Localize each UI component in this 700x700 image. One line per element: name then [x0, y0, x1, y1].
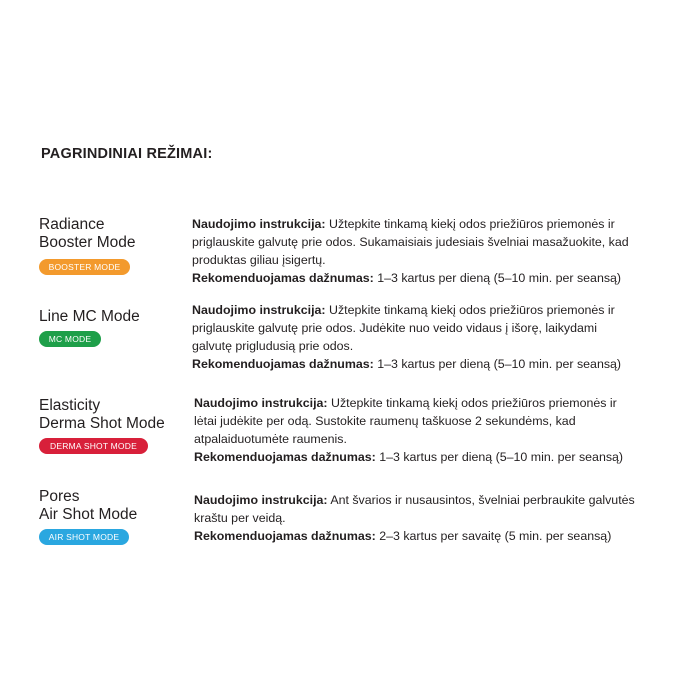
- mode-name-line: Derma Shot Mode: [39, 415, 165, 432]
- mode-name-line: Pores: [39, 488, 80, 505]
- instruction-text: kraštu per veidą.: [194, 511, 286, 525]
- page-heading: PAGRINDINIAI REŽIMAI:: [41, 146, 213, 162]
- instruction-label: Naudojimo instrukcija:: [194, 493, 328, 507]
- mode-badge-air: AIR SHOT MODE: [39, 529, 129, 545]
- mode-description: [192, 301, 621, 373]
- mode-description: [194, 394, 623, 466]
- frequency-line: [192, 269, 629, 287]
- mode-name-line: Elasticity: [39, 397, 101, 414]
- mode-name: [39, 308, 140, 326]
- instruction-text: priglauskite galvutę prie odos. Sukamaisiais judesiais švelniai masažuokite, kad: [192, 235, 629, 249]
- instruction-first-line: [194, 491, 635, 509]
- mode-badge-booster: BOOSTER MODE: [39, 259, 130, 275]
- instruction-text: Ant švarios ir nusausintos, švelniai perbraukite galvutės: [327, 493, 635, 507]
- frequency-text: 1–3 kartus per dieną (5–10 min. per seansą): [373, 357, 622, 371]
- instruction-text: lėtai judėkite per odą. Sustokite raumenų taškuose 2 sekundėms, kad: [194, 414, 576, 428]
- instruction-first-line: [192, 215, 629, 233]
- instruction-label: Naudojimo instrukcija:: [192, 303, 326, 317]
- mode-badge-derma: DERMA SHOT MODE: [39, 438, 148, 454]
- frequency-label: Rekomenduojamas dažnumas:: [194, 529, 376, 543]
- frequency-label: Rekomenduojamas dažnumas:: [194, 450, 376, 464]
- instruction-text: Užtepkite tinkamą kiekį odos priežiūros priemonės ir: [325, 303, 615, 317]
- frequency-line: [194, 527, 635, 545]
- mode-name-line: Air Shot Mode: [39, 506, 138, 523]
- frequency-text: 1–3 kartus per dieną (5–10 min. per seansą): [373, 271, 622, 285]
- frequency-text: 2–3 kartus per savaitę (5 min. per seansą): [375, 529, 612, 543]
- instruction-label: Naudojimo instrukcija:: [192, 217, 326, 231]
- instruction-text: produktas giliau įsigertų.: [192, 253, 326, 267]
- instruction-first-line: [192, 301, 621, 319]
- mode-name: [39, 397, 165, 433]
- mode-name: [39, 216, 136, 252]
- instruction-text: priglauskite galvutę prie odos. Judėkite nuo veido vidaus į išorę, laikydami: [192, 321, 597, 335]
- instruction-text: galvutę prigludusią prie odos.: [192, 339, 354, 353]
- frequency-label: Rekomenduojamas dažnumas:: [192, 357, 374, 371]
- instruction-first-line: [194, 394, 623, 412]
- mode-badge-mc: MC MODE: [39, 331, 101, 347]
- frequency-text: 1–3 kartus per dieną (5–10 min. per seansą): [375, 450, 624, 464]
- mode-name-line: Line MC Mode: [39, 308, 140, 325]
- frequency-label: Rekomenduojamas dažnumas:: [192, 271, 374, 285]
- instruction-label: Naudojimo instrukcija:: [194, 396, 328, 410]
- mode-description: [194, 491, 635, 545]
- instruction-text: Užtepkite tinkamą kiekį odos priežiūros priemonės ir: [325, 217, 615, 231]
- frequency-line: [194, 448, 623, 466]
- mode-name-line: Radiance: [39, 216, 105, 233]
- frequency-line: [192, 355, 621, 373]
- mode-name-line: Booster Mode: [39, 234, 136, 251]
- instruction-text: atpalaiduotumėte raumenis.: [194, 432, 347, 446]
- instruction-text: Užtepkite tinkamą kiekį odos priežiūros priemonės ir: [327, 396, 617, 410]
- mode-description: [192, 215, 629, 287]
- mode-name: [39, 488, 137, 524]
